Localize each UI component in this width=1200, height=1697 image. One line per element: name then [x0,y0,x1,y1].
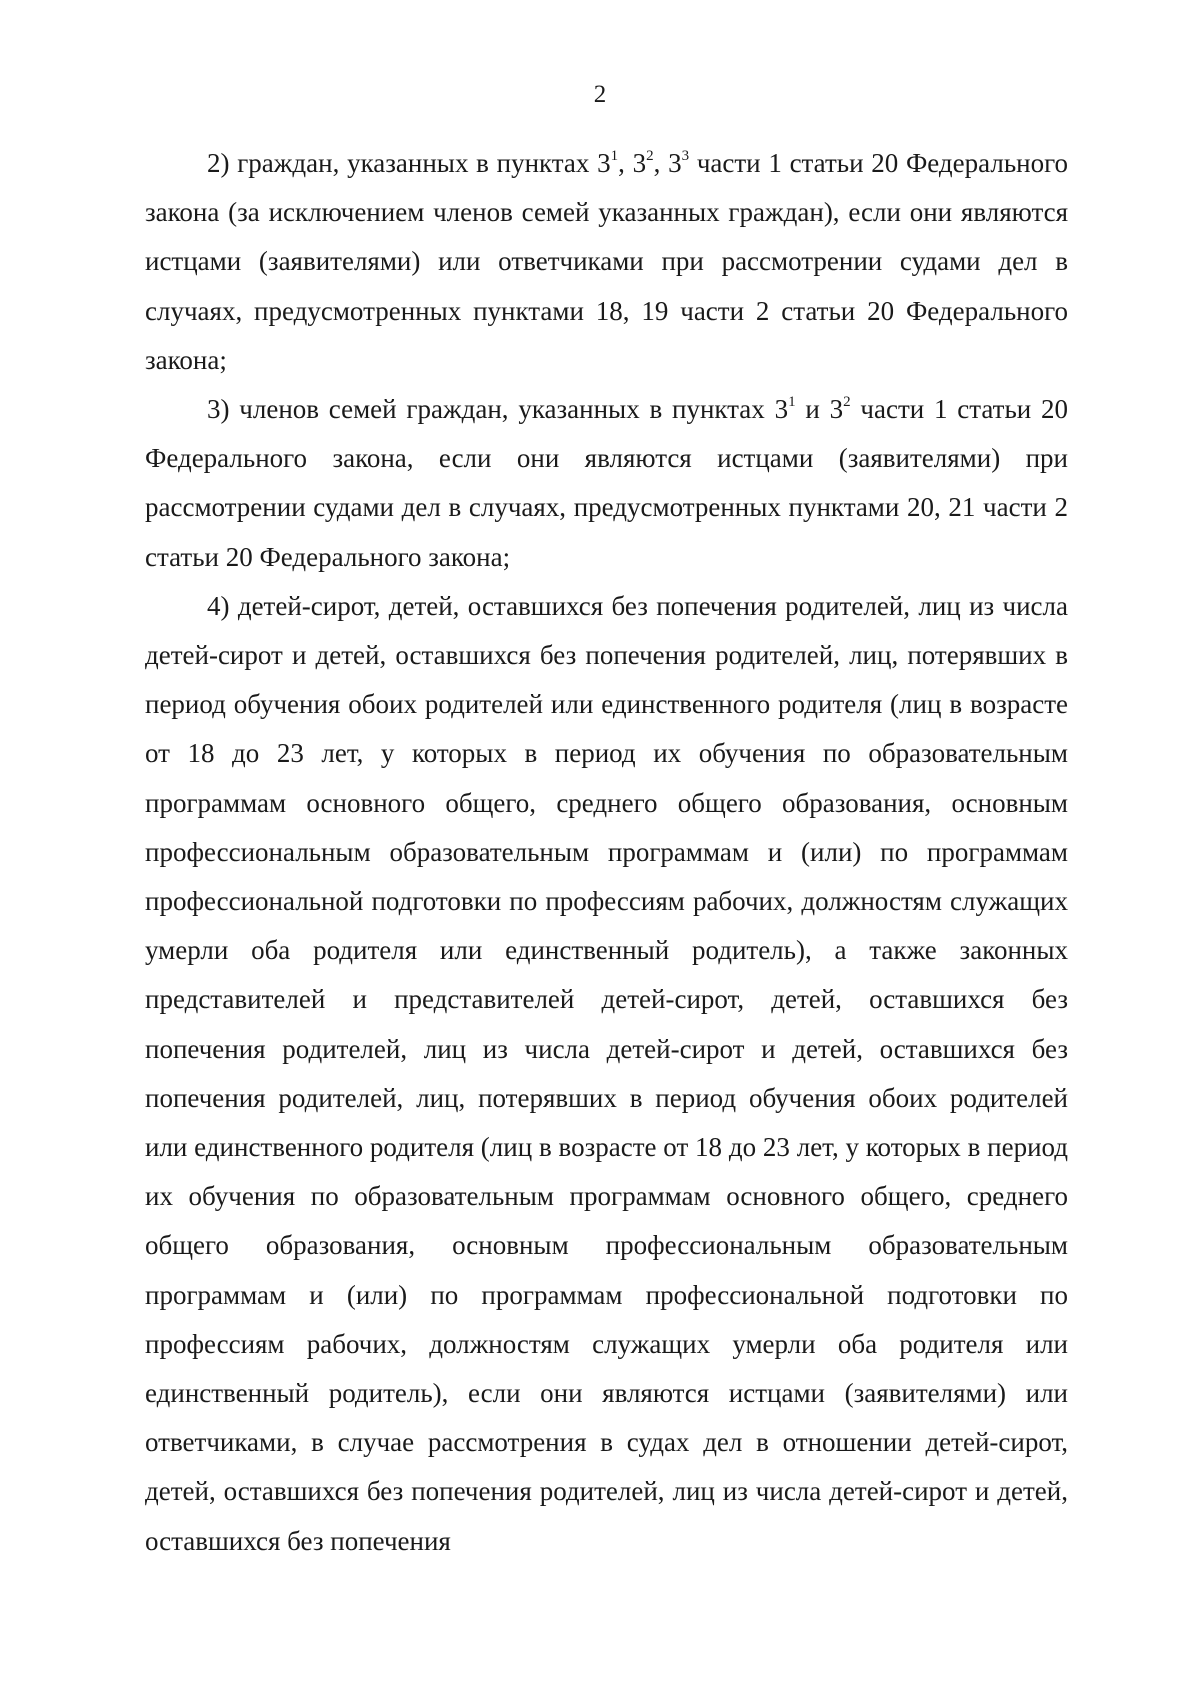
document-body [145,139,1068,1566]
superscript: 2 [843,394,851,411]
text-run: 4) детей-сирот, детей, оставшихся без попечения родителей, лиц из числа детей-сирот и детей, оставшихся без попечения родителей, лиц, потерявших в период обучения обоих родителей или единственного родителя (лиц в возрасте от 18 до 23 лет, у которых в период их обучения по образовательным программам основного общего, среднего общего образования, основным профессиональным образовательным программам и (или) по программам профессиональной подготовки по профессиям рабочих, должностям служащих умерли оба родителя или единственный родитель), а также законных представителей и представителей детей-сирот, детей, оставшихся без попечения родителей, лиц из числа детей-сирот и детей, оставшихся без попечения родителей, лиц, потерявших в период обучения обоих родителей или единственного родителя (лиц в возрасте от 18 до 23 лет, у которых в период их обучения по образовательным программам основного общего, среднего общего образования, основным профессиональным образовательным программам и (или) по программам профессиональной подготовки по профессиям рабочих, должностям служащих умерли оба родителя или единственный родитель), если они являются истцами (заявителями) или ответчиками, в случае рассмотрения в судах дел в отношении детей-сирот, детей, оставшихся без попечения родителей, лиц из числа детей-сирот и детей, оставшихся без попечения [145,590,1068,1556]
paragraph-item-3 [145,385,1068,582]
superscript: 1 [788,394,796,411]
page-number: 2 [593,81,607,108]
text-run: части 1 статьи 20 Федерального закона, если они являются истцами (заявителями) при рассмотрении судами дел в случаях, предусмотренных пунктами 20, 21 части 2 статьи 20 Федерального закона; [145,394,1069,572]
paragraph-item-4 [145,582,1068,1566]
paragraph-item-2 [145,139,1068,385]
text-run: части 1 статьи 20 Федерального закона (за исключением членов семей указанных граждан), если они являются истцами (заявителями) или ответчиками при рассмотрении судами дел в случаях, предусмотренных пунктами 18, 19 части 2 статьи 20 Федерального закона; [145,148,1069,375]
text-run: 2) граждан, указанных в пунктах 3 [207,148,611,178]
text-run: 3) членов семей граждан, указанных в пунктах 3 [207,394,789,425]
text-run: , 3 [618,148,647,178]
text-run: и 3 [795,394,844,425]
superscript: 2 [646,148,654,164]
text-run: , 3 [653,148,682,178]
superscript: 3 [681,148,690,164]
superscript: 1 [610,148,619,164]
